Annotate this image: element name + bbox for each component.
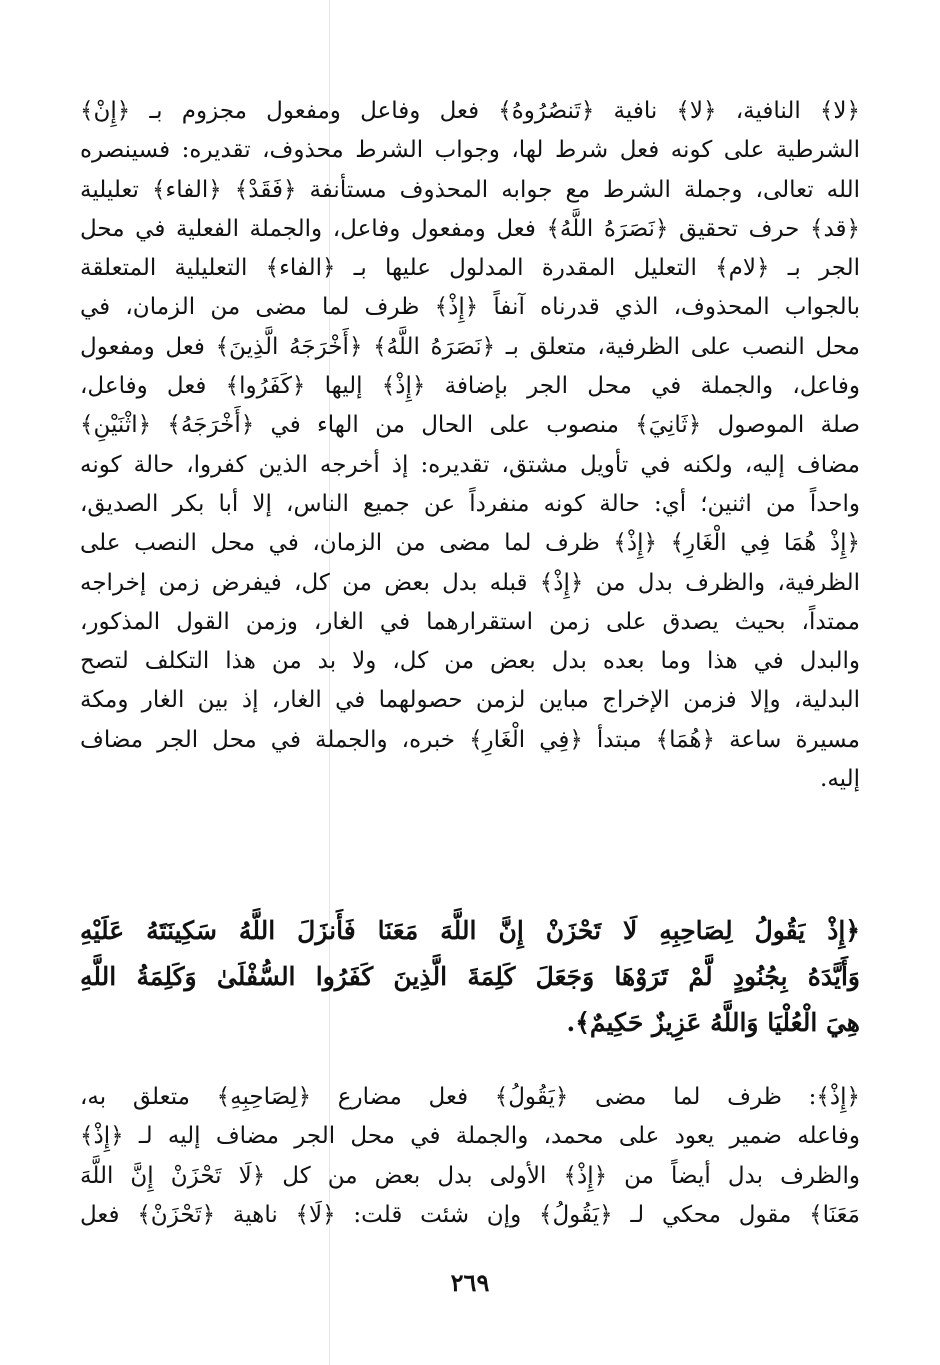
text-line: والظرف بدل أيضاً من ﴿إِذْ﴾ الأولى بدل بعض من كل ﴿لَا تَحْزَنْ إِنَّ اللَّهَ [80, 1162, 860, 1189]
text-line: الشرطية على كونه فعل شرط لها، وجواب الشرط محذوف، تقديره: فسينصره [80, 137, 860, 164]
text-line: الله تعالى، وجملة الشرط مع جوابه المحذوف مستأنفة ﴿فَقَدْ﴾ ﴿الفاء﴾ تعليلية [80, 176, 860, 203]
verse-line: وَأَيَّدَهُ بِجُنُودٍ لَّمْ تَرَوْهَا وَجَعَلَ كَلِمَةَ الَّذِينَ كَفَرُوا السُّفْلَىٰ وَكَلِمَةُ اللَّهِ [80, 962, 860, 991]
text-line: واحداً من اثنين؛ أي: حالة كونه منفرداً عن جميع الناس، إلا أبا بكر الصديق، [80, 490, 860, 517]
text-line: ممتداً، بحيث يصدق على زمن استقرارهما في الغار، وزمن القول المذكور، [80, 608, 860, 635]
text-line: إليه. [820, 766, 860, 793]
text-line: مضاف إليه، ولكنه في تأويل مشتق، تقديره: إذ أخرجه الذين كفروا، حالة كونه [80, 451, 860, 478]
text-line: ﴿إِذْ هُمَا فِي الْغَارِ﴾ ﴿إِذْ﴾ ظرف لما مضى من الزمان، في محل النصب على [80, 530, 860, 557]
text-line: صلة الموصول ﴿ثَانِيَ﴾ منصوب على الحال من الهاء في ﴿أَخْرَجَهُ﴾ ﴿اثْنَيْنِ﴾ [80, 412, 860, 439]
commentary-paragraph-2 [80, 1078, 860, 1235]
text-line: الظرفية، والظرف بدل من ﴿إِذْ﴾ قبله بدل بعض من كل، فيفرض زمن إخراجه [80, 569, 860, 596]
text-line: البدلية، وإلا فزمن الإخراج مباين لزمن حصولهما في الغار، إذ بين الغار ومكة [80, 687, 860, 714]
text-line: محل النصب على الظرفية، متعلق بـ ﴿نَصَرَهُ اللَّهُ﴾ ﴿أَخْرَجَهُ الَّذِينَ﴾ فعل ومفعول [80, 333, 860, 360]
text-line: وفاعله ضمير يعود على محمد، والجملة في محل الجر مضاف إليه لـ ﴿إِذْ﴾ [80, 1123, 860, 1150]
text-line: وفاعل، والجملة في محل الجر بإضافة ﴿إِذْ﴾ إليها ﴿كَفَرُوا﴾ فعل وفاعل، [80, 373, 860, 400]
text-line: والبدل في هذا وما بعده بدل بعض من كل، ولا بد من هذا التكلف لتصح [80, 648, 860, 675]
text-line: ﴿قد﴾ حرف تحقيق ﴿نَصَرَهُ اللَّهُ﴾ فعل ومفعول وفاعل، والجملة الفعلية في محل [80, 215, 860, 242]
verse-line: هِيَ الْعُلْيَا وَاللَّهُ عَزِيزٌ حَكِيمٌ﴾. [566, 1008, 860, 1037]
page-number: ٢٦٩ [450, 1268, 490, 1297]
text-line: الجر بـ ﴿لام﴾ التعليل المقدرة المدلول عليها بـ ﴿الفاء﴾ التعليلية المتعلقة [80, 255, 860, 282]
text-line: مَعَنَا﴾ مقول محكي لـ ﴿يَقُولُ﴾ وإن شئت قلت: ﴿لَا﴾ ناهية ﴿تَحْزَنْ﴾ فعل [80, 1201, 860, 1228]
text-line: مسيرة ساعة ﴿هُمَا﴾ مبتدأ ﴿فِي الْغَارِ﴾ خبره، والجملة في محل الجر مضاف [80, 726, 860, 753]
commentary-paragraph-1 [80, 92, 860, 799]
quran-verse-block [80, 908, 860, 1046]
verse-line: ﴿إِذْ يَقُولُ لِصَاحِبِهِ لَا تَحْزَنْ إِنَّ اللَّهَ مَعَنَا فَأَنزَلَ اللَّهُ سَكِينَتَهُ عَلَيْهِ [80, 916, 860, 945]
text-line: ﴿لا﴾ النافية، ﴿لا﴾ نافية ﴿تَنصُرُوهُ﴾ فعل وفاعل ومفعول مجزوم بـ ﴿إِنْ﴾ [80, 98, 860, 124]
text-line: ﴿إِذْ﴾: ظرف لما مضى ﴿يَقُولُ﴾ فعل مضارع ﴿لِصَاحِبِهِ﴾ متعلق به، [80, 1084, 860, 1110]
text-line: بالجواب المحذوف، الذي قدرناه آنفاً ﴿إِذْ﴾ ظرف لما مضى من الزمان، في [80, 294, 860, 321]
